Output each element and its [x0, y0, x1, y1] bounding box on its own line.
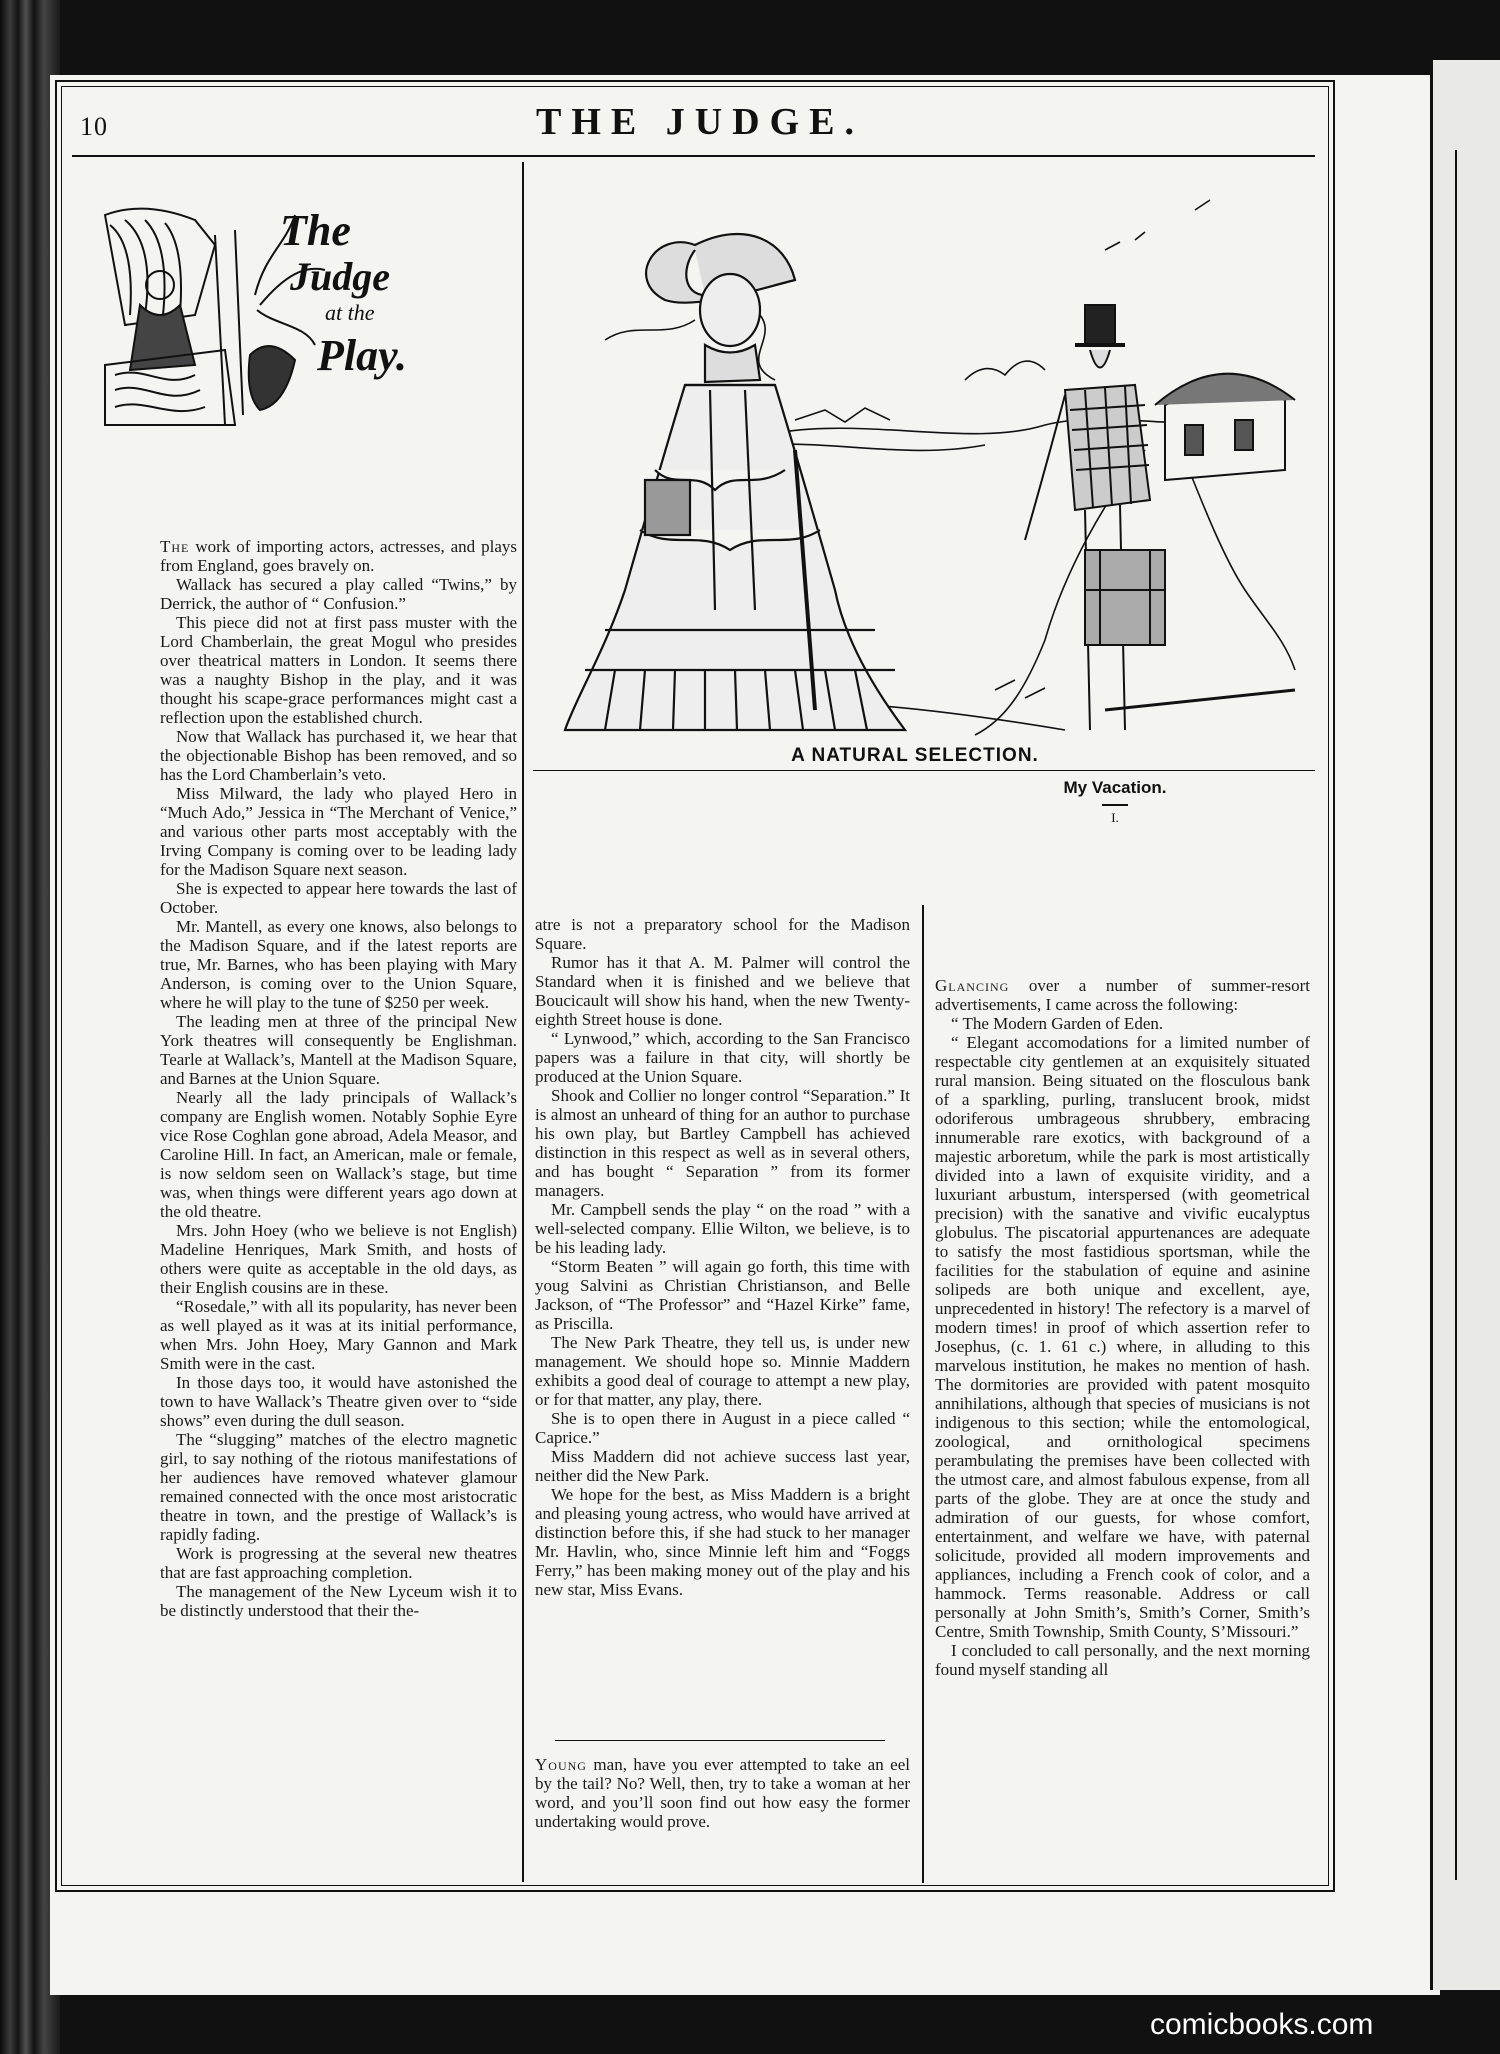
paragraph-text: Wallack has secured a play called “Twins,” by Derrick, the author of “ Confusion.”: [160, 575, 517, 613]
page-number: 10: [80, 112, 108, 141]
paragraph-text: “Storm Beaten ” will again go forth, this time with youg Salvini as Christian Christianson, and Belle Jackson, of “The Professor” and “Hazel Kirke” fame, as Priscilla.: [535, 1257, 910, 1333]
paragraph-text: “ Elegant accomodations for a limited number of respectable city gentlemen at an exquisitely situated rural mansion. Being situated on the flosculous bank of a sparkling, purling, translucent brook, midst odoriferous umbrageous shrubbery, embracing innumerable rare exotics, with background of a majestic arboretum, while the park is most artistically divided into a lawn of exquisite viridity, and a luxuriant arbustum, interspersed (with geometrical precision) with the sanative and vivific eucalyptus globulus. The piscatorial appurtenances are adequate to satisfy the most fastidious sportsman, while the facilities for the stabulation of equine and asinine solipeds are both unique and excellent, aye, unprecedented in history! The refectory is a marvel of modern times! in proof of which assertion refer to Josephus, (c. 1. 61 c.) where, in alluding to this marvelous institution, he makes no mention of hash. The dormitories are provided with patent mosquito annihilations, although that species of musicians is not indigenous to this section; while the entomological, zoological, and ornithological specimens perambulating the premises have been collected with the utmost care, and almost fabulous expense, from all parts of the globe. They are at once the study and admiration of our guests, for whose comfort, entertainment, and welfare we have, with paternal solicitude, provided all modern improvements and appliances, including a French cook of color, and a hammock. Terms reasonable. Address or call personally at John Smith’s, Smith’s Corner, Smith’s Centre, Smith Township, Smith County, S’Missouri.”: [935, 1033, 1310, 1641]
column-2-note: [535, 1755, 910, 1831]
paragraph-text: She is to open there in August in a piece called “ Caprice.”: [535, 1409, 910, 1447]
paragraph-text: Nearly all the lady principals of Wallack’s company are English women. Notably Sophie Eyre vice Rose Coghlan gone abroad, Adela Measor, and Caroline Hill. In fact, an American, male or female, is now seldom seen on Wallack’s stage, but time was, when things were different years ago down at the old theatre.: [160, 1088, 517, 1221]
paragraph-text: Mr. Mantell, as every one knows, also belongs to the Madison Square, and if the latest reports are true, Mr. Barnes, who has been playing with Mary Anderson, is coming over to the Union Square, where he will play to the tune of $250 per week.: [160, 917, 517, 1012]
paragraph: [535, 1333, 910, 1409]
paragraph: [935, 1014, 1310, 1033]
vacation-title: My Vacation.: [1063, 778, 1167, 797]
column-2-text: [535, 915, 910, 1599]
vacation-numeral: I.: [1111, 810, 1119, 825]
paragraph-text: atre is not a preparatory school for the Madison Square.: [535, 915, 910, 953]
paragraph: [535, 1029, 910, 1086]
paragraph: [160, 1297, 517, 1373]
lead-word: Glancing: [935, 976, 1010, 995]
paragraph: [935, 1641, 1310, 1679]
site-watermark: comicbooks.com: [1150, 2008, 1374, 2041]
paragraph: [535, 1485, 910, 1599]
paragraph-text: I concluded to call personally, and the next morning found myself standing all: [935, 1641, 1310, 1679]
note-divider-rule: [555, 1740, 885, 1741]
paragraph: [535, 1257, 910, 1333]
paragraph-text: In those days too, it would have astonished the town to have Wallack’s Theatre given over to “side shows” even during the dull season.: [160, 1373, 517, 1430]
paragraph: [160, 537, 517, 575]
paragraph: [160, 1012, 517, 1088]
paragraph-text: work of importing actors, actresses, and plays from England, goes bravely on.: [160, 537, 517, 575]
paragraph: [160, 1088, 517, 1221]
paragraph-text: The management of the New Lyceum wish it to be distinctly understood that their the-: [160, 1582, 517, 1620]
paragraph-text: This piece did not at first pass muster with the Lord Chamberlain, the great Mogul who presides over theatrical matters in London. It seems there was a naughty Bishop in the play, and it was thought his scape-grace performances might cast a reflection upon the established church.: [160, 613, 517, 727]
paragraph: [535, 1200, 910, 1257]
paragraph-text: Mrs. John Hoey (who we believe is not English) Madeline Henriques, Mark Smith, and hosts of others were quite as acceptable in the old days, as their English cousins are in these.: [160, 1221, 517, 1297]
paragraph: [160, 1544, 517, 1582]
header-rule: [72, 155, 1315, 157]
paragraph: [535, 1086, 910, 1200]
column-divider-left: [522, 162, 524, 1882]
paragraph-text: She is expected to appear here towards the last of October.: [160, 879, 517, 917]
column-3-text: [935, 976, 1310, 1679]
lead-word: The: [160, 537, 190, 556]
paragraph-text: We hope for the best, as Miss Maddern is a bright and pleasing young actress, who would have arrived at distinction before this, if she had stuck to her manager Mr. Havlin, who, since Minnie left him and “Foggs Ferry,” has been making money out of the play and his new star, Miss Evans.: [535, 1485, 910, 1599]
paragraph: [160, 879, 517, 917]
section-rule: [533, 770, 1315, 771]
paragraph: [160, 1430, 517, 1544]
paragraph: [160, 1582, 517, 1620]
paragraph: [160, 727, 517, 784]
paragraph-text: man, have you ever attempted to take an eel by the tail? No? Well, then, try to take a woman at her word, and you’ll soon find out how easy the former undertaking would prove.: [535, 1755, 910, 1831]
paragraph: [935, 976, 1310, 1014]
column-divider-right: [922, 905, 924, 1883]
cartoon-illustration: [545, 170, 1305, 740]
paragraph: [535, 915, 910, 953]
paragraph: [535, 953, 910, 1029]
paragraph-text: “Rosedale,” with all its popularity, has never been as well played as it was at its initial performance, when Mrs. John Hoey, Mary Gannon and Mark Smith were in the cast.: [160, 1297, 517, 1373]
paragraph-text: Now that Wallack has purchased it, we hear that the objectionable Bishop has been removed, and so has the Lord Chamberlain’s veto.: [160, 727, 517, 784]
svg-text:The: The: [280, 206, 351, 255]
paragraph-text: Shook and Collier no longer control “Separation.” It is almost an unheard of thing for an author to purchase his own play, but Bartley Campbell has achieved distinction in this respect as well as in several others, and has bought “ Separation ” from its former managers.: [535, 1086, 910, 1200]
svg-text:Judge: Judge: [290, 254, 390, 299]
paragraph: [535, 1409, 910, 1447]
paragraph-text: The “slugging” matches of the electro magnetic girl, to say nothing of the riotous manifestations of her audiences have removed whatever glamour remained connected with the once most aristocratic theatre in town, and the prestige of Wallack’s is rapidly fading.: [160, 1430, 517, 1544]
paragraph: [535, 1755, 910, 1831]
svg-text:at the: at the: [325, 300, 375, 325]
theatre-box-illustration-icon: [85, 175, 415, 435]
paragraph: [160, 1373, 517, 1430]
paragraph: [160, 1221, 517, 1297]
paragraph: [160, 575, 517, 613]
paragraph-text: “ Lynwood,” which, according to the San Francisco papers was a failure in that city, will shortly be produced at the Union Square.: [535, 1029, 910, 1086]
paragraph-text: Mr. Campbell sends the play “ on the road ” with a well-selected company. Ellie Wilton, we believe, is to be his leading lady.: [535, 1200, 910, 1257]
paragraph: [160, 917, 517, 1012]
paragraph-text: over a number of summer-resort advertisements, I came across the following:: [935, 976, 1310, 1014]
paragraph-text: Miss Maddern did not achieve success last year, neither did the New Park.: [535, 1447, 910, 1485]
vacation-dash: [1102, 804, 1128, 806]
column-1-text: [160, 537, 517, 1620]
paragraph-text: Work is progressing at the several new theatres that are fast approaching completion.: [160, 1544, 517, 1582]
paragraph: [160, 784, 517, 879]
paragraph-text: “ The Modern Garden of Eden.: [951, 1014, 1164, 1033]
paragraph: [160, 613, 517, 727]
paragraph: [935, 1033, 1310, 1641]
masthead-title: THE JUDGE.: [535, 101, 865, 143]
paragraph: [535, 1447, 910, 1485]
lady-and-gentleman-engraving-icon: [545, 170, 1305, 740]
paragraph-text: Rumor has it that A. M. Palmer will control the Standard when it is finished and we believe that Boucicault will show his hand, when the new Twenty-eighth Street house is done.: [535, 953, 910, 1029]
paragraph-text: The New Park Theatre, they tell us, is under new management. We should hope so. Minnie Maddern exhibits a good deal of courage to attempt a new play, or for that matter, any play, there.: [535, 1333, 910, 1409]
paragraph-text: The leading men at three of the principal New York theatres will consequently be Englishman. Tearle at Wallack’s, Mantell at the Madison Square, and Barnes at the Union Square.: [160, 1012, 517, 1088]
paragraph-text: Miss Milward, the lady who played Hero in “Much Ado,” Jessica in “The Merchant of Venice,” and various other parts most acceptably with the Irving Company is coming over to be leading lady for the Madison Square next season.: [160, 784, 517, 879]
facing-page-edge: [1430, 60, 1500, 1990]
lead-word: Young: [535, 1755, 587, 1774]
cartoon-caption: A NATURAL SELECTION.: [791, 745, 1039, 766]
svg-text:Play.: Play.: [317, 331, 407, 380]
judge-at-play-illustration: [85, 175, 415, 435]
